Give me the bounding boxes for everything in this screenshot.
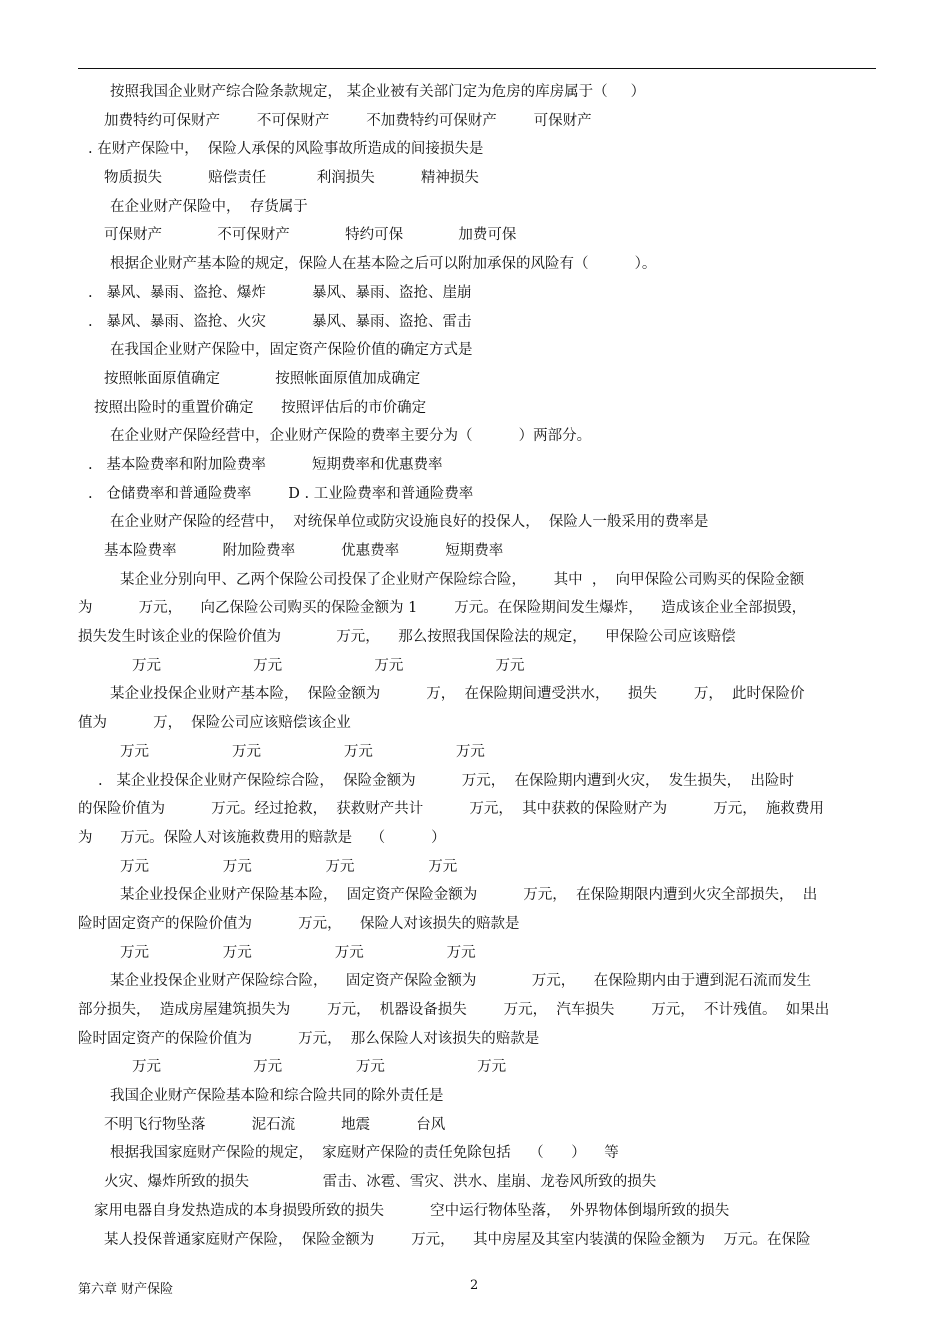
text-line: 部分损失， 造成房屋建筑损失为 万元， 机器设备损失 万元， 汽车损失 万元， 不计残值。 如果出 bbox=[78, 1002, 830, 1018]
text-line: 火灾、爆炸所致的损失 雷击、冰雹、雪灾、洪水、崖崩、龙卷风所致的损失 bbox=[104, 1174, 657, 1191]
text-line: 基本险费率 附加险费率 优惠费率 短期费率 bbox=[104, 543, 504, 559]
text-line: 可保财产 不可保财产 特约可保 加费可保 bbox=[104, 227, 517, 244]
text-line: 某企业分别向甲、乙两个保险公司投保了企业财产保险综合险， 其中 ， 向甲保险公司购买的保险金额 bbox=[120, 571, 805, 588]
text-line: 家用电器自身发热造成的本身损毁所致的损失 空中运行物体坠落， 外界物体倒塌所致的损失 bbox=[94, 1202, 730, 1219]
text-line: 万元 万元 万元 万元 bbox=[120, 858, 458, 875]
text-line: 在我国企业财产保险中，固定资产保险价值的确定方式是 bbox=[110, 342, 473, 359]
text-line: 在企业财产保险经营中，企业财产保险的费率主要分为（ ）两部分。 bbox=[110, 428, 592, 445]
document-body bbox=[78, 78, 878, 1254]
text-line: 加费特约可保财产 不可保财产 不加费特约可保财产 可保财产 bbox=[104, 112, 592, 129]
text-line: 物质损失 赔偿责任 利润损失 精神损失 bbox=[104, 170, 479, 187]
text-line: . 仓储费率和普通险费率 D . 工业险费率和普通险费率 bbox=[88, 485, 474, 502]
text-line: 值为 万， 保险公司应该赔偿该企业 bbox=[78, 715, 351, 732]
text-line: 万元 万元 万元 万元 bbox=[120, 743, 485, 760]
text-line: 在企业财产保险的经营中， 对统保单位或防灾设施良好的投保人， 保险人一般采用的费率是 bbox=[110, 514, 709, 531]
text-line: 在企业财产保险中， 存货属于 bbox=[110, 198, 308, 215]
text-line: 某企业投保企业财产保险基本险， 固定资产保险金额为 万元， 在保险期限内遭到火灾全部损失， 出 bbox=[120, 887, 818, 904]
text-line: 的保险价值为 万元。经过抢救， 获救财产共计 万元， 其中获救的保险财产为 万元， 施救费用 bbox=[78, 801, 824, 818]
text-line: 万元 万元 万元 万元 bbox=[132, 1059, 507, 1076]
text-line: 按照帐面原值确定 按照帐面原值加成确定 bbox=[104, 370, 421, 387]
text-line: 不明飞行物坠落 泥石流 地震 台风 bbox=[104, 1116, 446, 1133]
text-line: 某企业投保企业财产保险综合险， 固定资产保险金额为 万元， 在保险期内由于遭到泥石流而发生 bbox=[110, 973, 812, 990]
text-line: 万元 万元 万元 万元 bbox=[132, 657, 525, 674]
text-line: 为 万元， 向乙保险公司购买的保险金额为 1 万元。在保险期间发生爆炸， 造成该企业全部损毁， bbox=[78, 600, 807, 617]
text-line: . 暴风、暴雨、盗抢、爆炸 暴风、暴雨、盗抢、崖崩 bbox=[88, 284, 472, 301]
text-line: 按照出险时的重置价确定 按照评估后的市价确定 bbox=[94, 399, 427, 416]
text-line: 为 万元。保险人对该施救费用的赔款是 （ ） bbox=[78, 829, 446, 846]
text-line: 万元 万元 万元 万元 bbox=[120, 944, 476, 961]
text-line: . 某企业投保企业财产保险综合险， 保险金额为 万元， 在保险期内遭到火灾， 发生损失， 出险时 bbox=[98, 772, 794, 789]
text-line: . 暴风、暴雨、盗抢、火灾 暴风、暴雨、盗抢、雷击 bbox=[88, 313, 472, 330]
text-line: 我国企业财产保险基本险和综合险共同的除外责任是 bbox=[110, 1088, 444, 1105]
footer-chapter: 第六章 财产保险 bbox=[78, 1282, 174, 1297]
text-line: 根据我国家庭财产保险的规定， 家庭财产保险的责任免除包括 （ ） 等 bbox=[110, 1145, 619, 1162]
text-line: 某人投保普通家庭财产保险， 保险金额为 万元， 其中房屋及其室内装潢的保险金额为 万元。在保险 bbox=[104, 1231, 811, 1248]
text-line: 根据企业财产基本险的规定，保险人在基本险之后可以附加承保的风险有（ ）。 bbox=[110, 256, 657, 273]
text-line: . 基本险费率和附加险费率 短期费率和优惠费率 bbox=[88, 456, 443, 473]
text-line: 按照我国企业财产综合险条款规定， 某企业被有关部门定为危房的库房属于（ ） bbox=[110, 84, 646, 100]
text-line: 险时固定资产的保险价值为 万元， 保险人对该损失的赔款是 bbox=[78, 915, 520, 932]
text-line: 险时固定资产的保险价值为 万元， 那么保险人对该损失的赔款是 bbox=[78, 1030, 540, 1047]
text-line: . 在财产保险中， 保险人承保的风险事故所造成的间接损失是 bbox=[88, 141, 484, 158]
header-rule bbox=[78, 68, 876, 69]
text-line: 损失发生时该企业的保险价值为 万元， 那么按照我国保险法的规定， 甲保险公司应该赔偿 bbox=[78, 629, 736, 646]
footer-page-number: 2 bbox=[470, 1278, 479, 1293]
text-line: 某企业投保企业财产基本险， 保险金额为 万， 在保险期间遭受洪水， 损失 万， 此时保险价 bbox=[110, 686, 805, 703]
